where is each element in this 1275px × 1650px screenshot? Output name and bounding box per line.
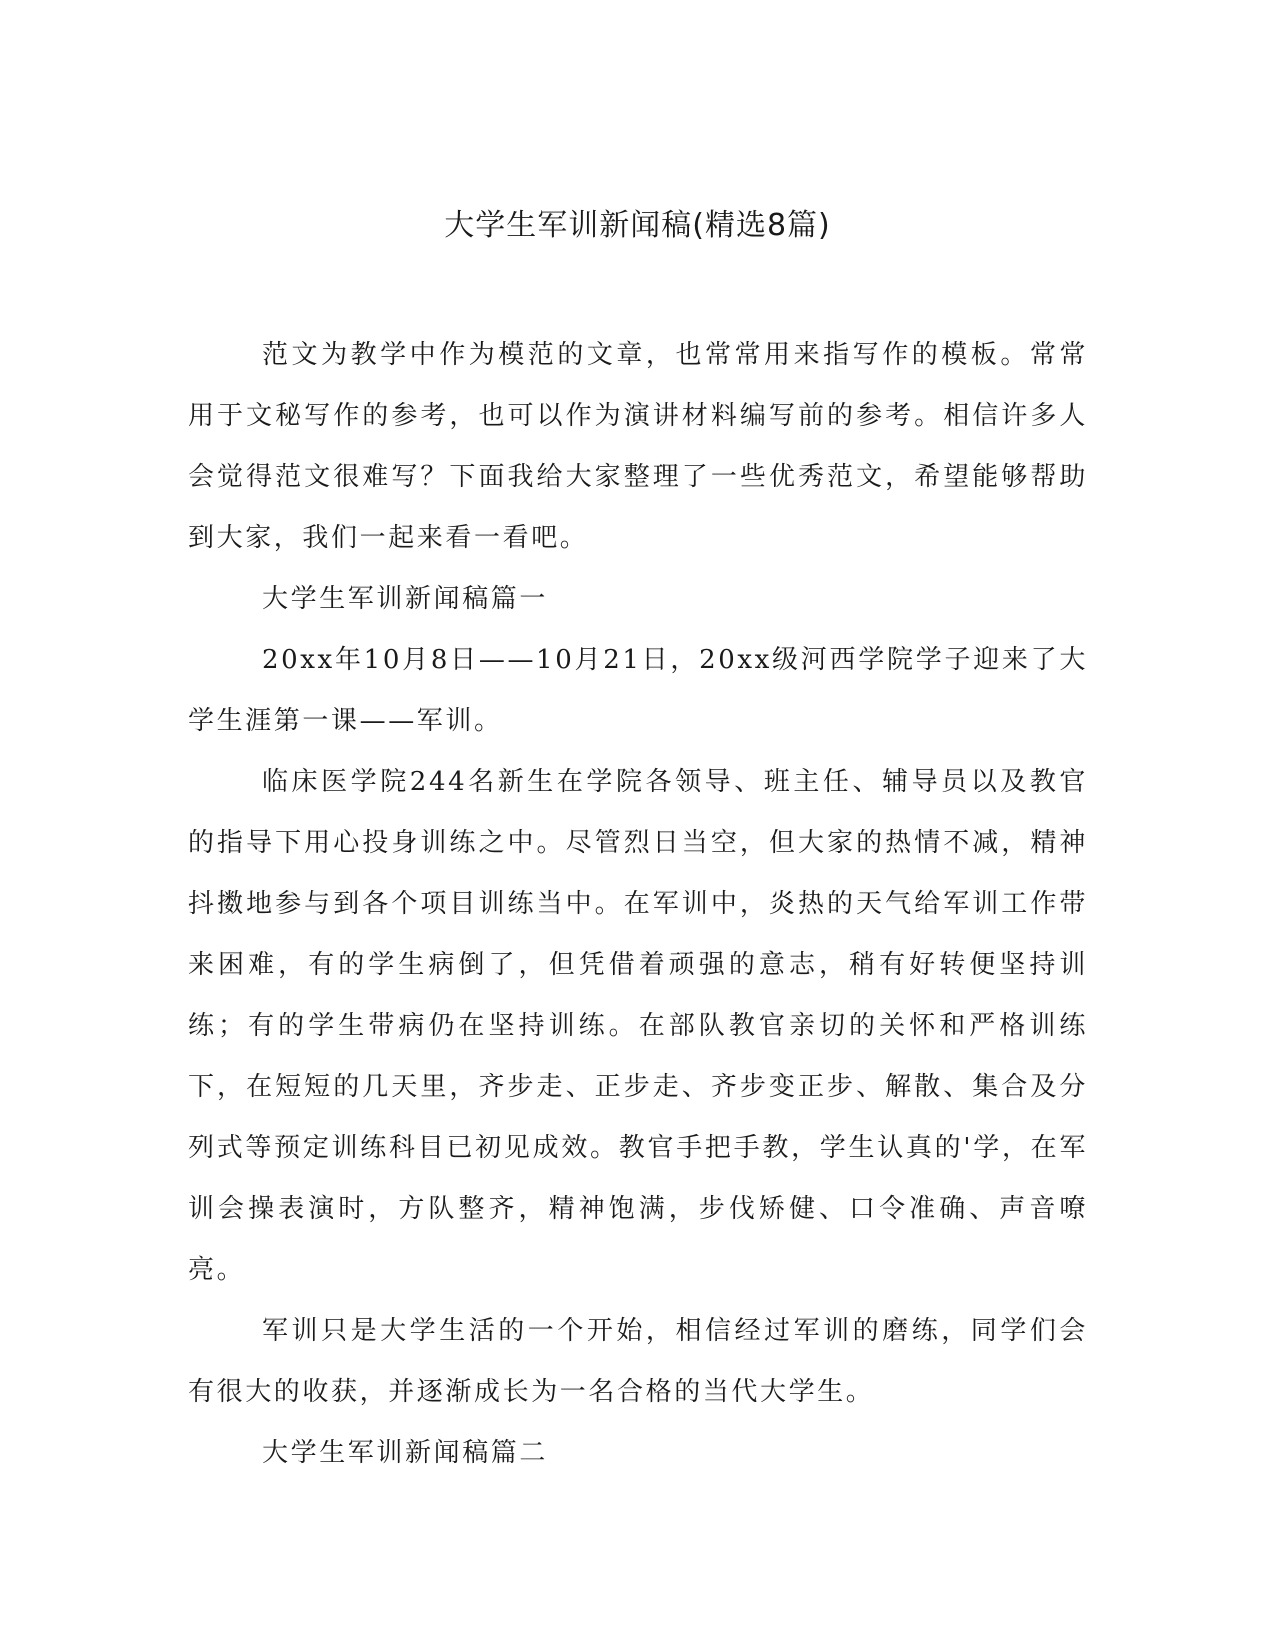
section-heading-1: 大学生军训新闻稿篇一 [262,584,549,614]
document-title: 大学生军训新闻稿(精选8篇) [444,208,831,243]
section-heading-2: 大学生军训新闻稿篇二 [262,1438,549,1468]
body-paragraph: 临床医学院244名新生在学院各领导、班主任、辅导员以及教官的指导下用心投身训练之中。尽管烈日当空，但大家的热情不减，精神抖擞地参与到各个项目训练当中。在军训中，炎热的天气给军训工作带来困难，有的学生病倒了，但凭借着顽强的意志，稍有好转便坚持训练；有的学生带病仍在坚持训练。在部队教官亲切的关怀和严格训练下，在短短的几天里，齐步走、正步走、齐步变正步、解散、集合及分列式等预定训练科目已初见成效。教官手把手教，学生认真的'学，在军训会操表演时，方队整齐，精神饱满，步伐矫健、口令准确、声音嘹亮。 [188,767,1088,1285]
body-paragraph: 20xx年10月8日——10月21日，20xx级河西学院学子迎来了大学生涯第一课——军训。 [188,645,1088,736]
intro-paragraph: 范文为教学中作为模范的文章，也常常用来指写作的模板。常常用于文秘写作的参考，也可以作为演讲材料编写前的参考。相信许多人会觉得范文很难写？下面我给大家整理了一些优秀范文，希望能够帮助到大家，我们一起来看一看吧。 [188,340,1088,553]
document-body [188,325,1088,1484]
body-paragraph: 军训只是大学生活的一个开始，相信经过军训的磨练，同学们会有很大的收获，并逐渐成长为一名合格的当代大学生。 [188,1316,1088,1407]
